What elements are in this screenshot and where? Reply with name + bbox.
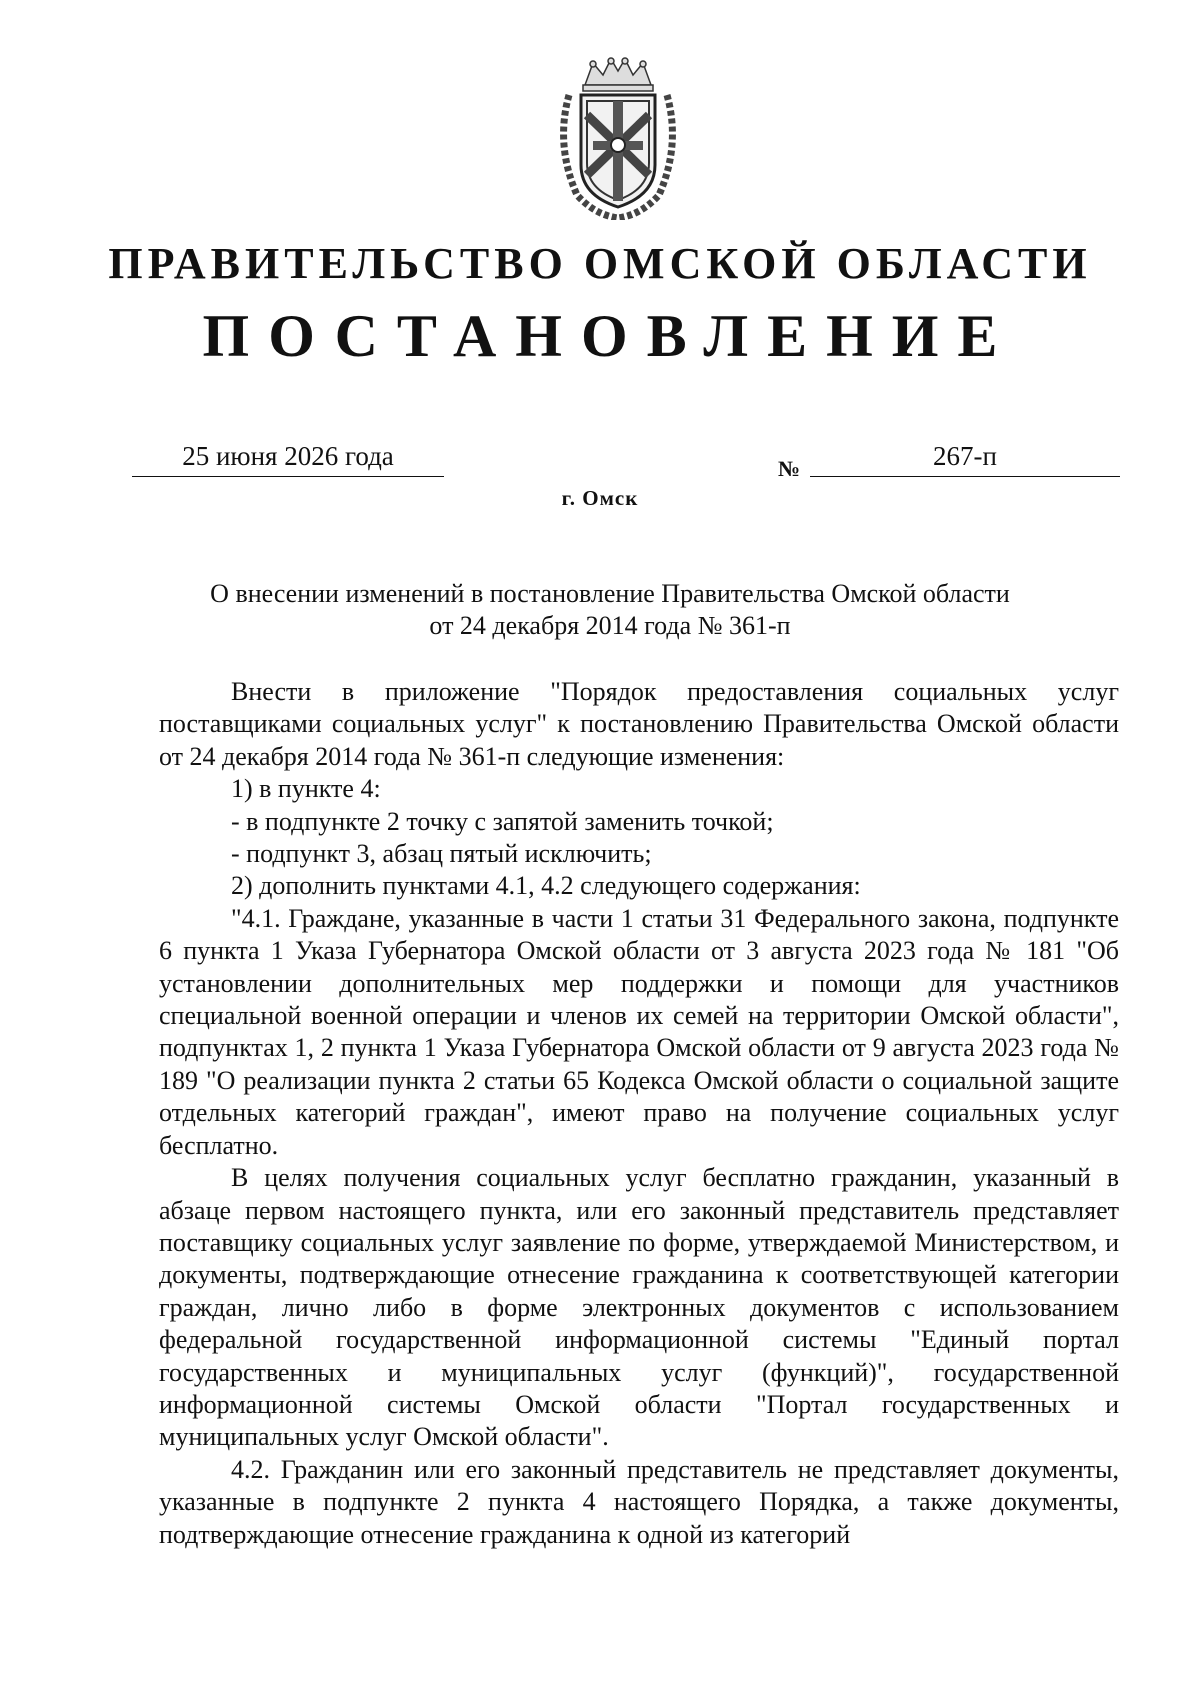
document-type: ПОСТАНОВЛЕНИЕ <box>202 303 1017 369</box>
document-heading <box>150 578 1070 642</box>
document-date: 25 июня 2026 года <box>132 436 444 477</box>
body-paragraph: 4.2. Гражданин или его законный представитель не представляет документы, указанные в подпункте 2 пункта 4 настоящего Порядка, а также документы, подтверждающие отнесение гражданина к одной из категорий <box>159 1454 1119 1549</box>
document-number: 267-п <box>810 436 1120 477</box>
omsk-coat-of-arms-icon <box>555 55 681 220</box>
body-paragraph: В целях получения социальных услуг бесплатно гражданин, указанный в абзаце первом настоящего пункта, или его законный представитель представляет поставщику социальных услуг заявление по форме, утверждаемой Министерством, и документы, подтверждающие отнесение гражданина к соответствующей категории граждан, лично либо в форме электронных документов с использованием федеральной государственной информационной системы "Единый портал государственных и муниципальных услуг (функций)", государственной информационной системы Омской области "Портал государственных и муниципальных услуг Омской области". <box>159 1163 1119 1452</box>
coat-of-arms-emblem <box>555 55 681 220</box>
number-sign: № <box>778 456 801 481</box>
heading-line: О внесении изменений в постановление Правительства Омской области <box>210 579 1010 608</box>
body-paragraph: Внести в приложение "Порядок предоставления социальных услуг поставщиками социальных услуг" к постановлению Правительства Омской области от 24 декабря 2014 года № 361-п следующие изменения: <box>159 677 1119 771</box>
crown-icon <box>583 58 653 91</box>
body-paragraph: 2) дополнить пунктами 4.1, 4.2 следующего содержания: <box>231 871 861 901</box>
government-title: ПРАВИТЕЛЬСТВО ОМСКОЙ ОБЛАСТИ <box>108 239 1092 288</box>
heading-line: от 24 декабря 2014 года № 361-п <box>429 611 791 640</box>
body-paragraph: "4.1. Граждане, указанные в части 1 статьи 31 Федерального закона, подпункте 6 пункта 1 Указа Губернатора Омской области от 3 августа 2023 года № 181 "Об установлении дополнительных мер поддержки и помощи для участников специальной военной операции и членов их семей на территории Омской области", подпунктах 1, 2 пункта 1 Указа Губернатора Омской области от 9 августа 2023 года № 189 "О реализации пункта 2 статьи 65 Кодекса Омской области о социальной защите отдельных категорий граждан", имеют право на получение социальных услуг бесплатно. <box>159 903 1119 1160</box>
body-paragraph: - в подпункте 2 точку с запятой заменить точкой; <box>231 806 774 836</box>
document-body <box>159 676 1119 1551</box>
city-label: г. Омск <box>561 486 639 510</box>
body-paragraph: - подпункт 3, абзац пятый исключить; <box>231 839 652 869</box>
body-paragraph: 1) в пункте 4: <box>231 774 381 804</box>
